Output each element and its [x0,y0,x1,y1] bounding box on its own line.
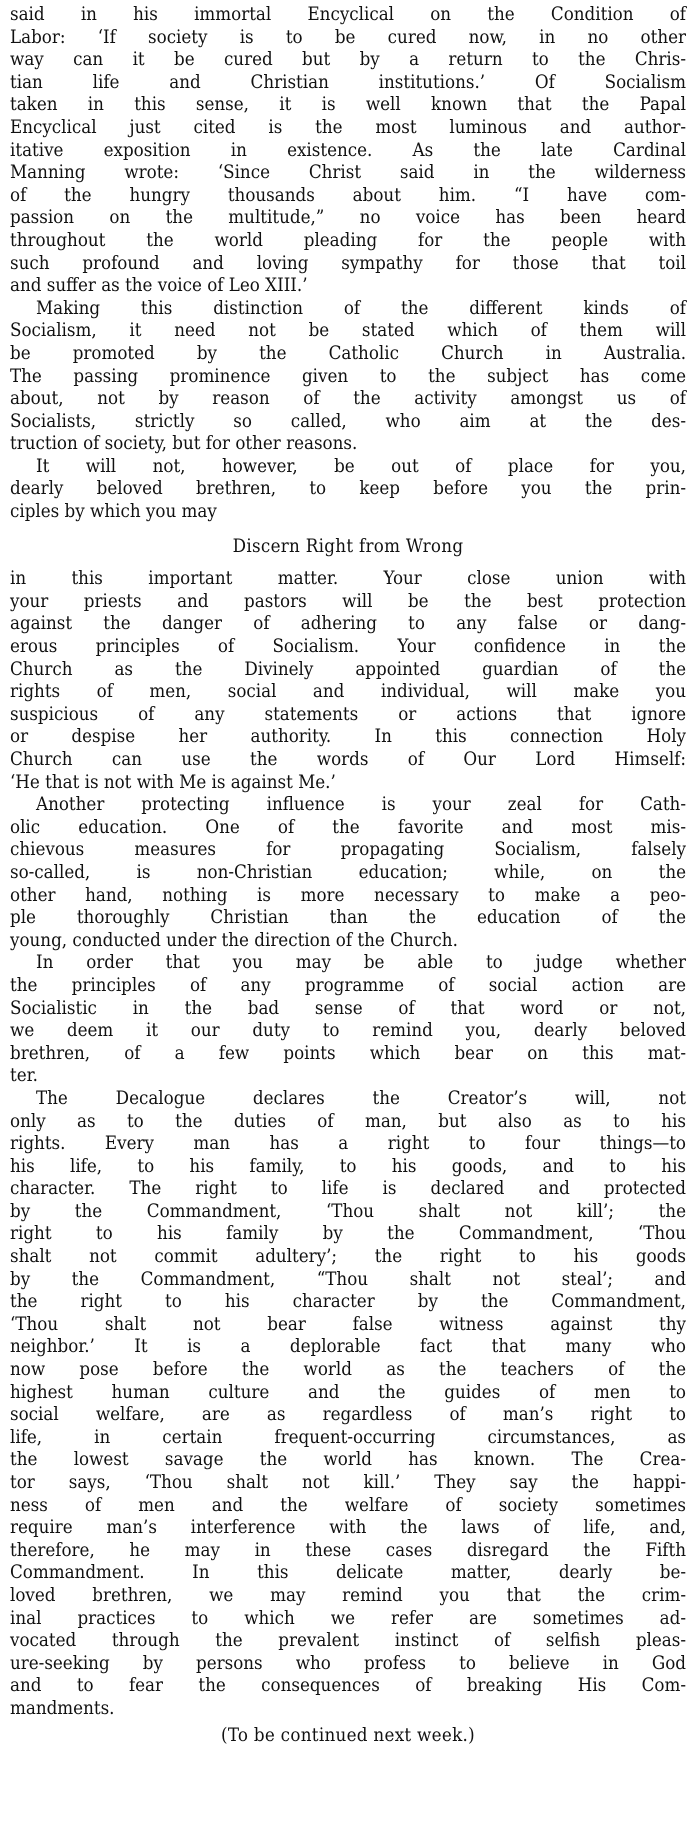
text-line: highest human culture and the guides of men to [10,1381,686,1403]
text-line: and suffer as the voice of Leo XIII.’ [10,275,308,297]
text-line: the principles of any programme of social action are [10,974,686,996]
text-line: erous principles of Socialism. Your confidence in the [10,636,686,658]
text-line: Making this distinction of the different kinds of [36,297,686,319]
text-line: Church as the Divinely appointed guardian of the [10,658,686,680]
text-line: Socialism, it need not be stated which of them will [10,320,686,342]
paragraph-6 [10,952,686,1088]
text-line: your priests and pastors will be the best protection [10,590,686,612]
text-line: itative exposition in existence. As the late Cardinal [10,139,686,161]
text-line: loved brethren, we may remind you that the crim- [10,1584,686,1606]
text-line: taken in this sense, it is well known that the Papal [10,94,686,116]
text-line: other hand, nothing is more necessary to make a peo- [10,884,686,906]
text-line: Socialistic in the bad sense of that word or not, [10,997,686,1019]
text-line: character. The right to life is declared and protected [10,1178,686,1200]
text-line: only as to the duties of man, but also as to his [10,1110,686,1132]
text-line: we deem it our duty to remind you, dearly beloved [10,1020,686,1042]
paragraph-1 [10,4,686,298]
text-line: now pose before the world as the teachers of the [10,1359,686,1381]
text-line: Manning wrote: ‘Since Christ said in the wilderness [10,162,686,184]
text-line: neighbor.’ It is a deplorable fact that many who [10,1336,686,1358]
text-line: ple thoroughly Christian than the education of the [10,907,686,929]
text-line: truction of society, but for other reasons. [10,433,358,455]
text-line: Church can use the words of Our Lord Himself: [10,749,686,770]
paragraph-4 [10,568,686,794]
text-line: way can it be cured but by a return to the Chris- [10,49,686,71]
text-line: shalt not commit adultery’; the right to his goods [10,1246,686,1268]
text-line: ness of men and the welfare of society sometimes [10,1494,686,1516]
text-line: Another protecting influence is your zeal for Cath- [36,794,686,816]
paragraph-2 [10,298,686,456]
text-line: against the danger of adhering to any false or dang- [10,613,686,635]
text-line: ciples by which you may [10,501,217,523]
text-line: or despise her authority. In this connection Holy [10,726,686,748]
text-line: tor says, ‘Thou shalt not kill.’ They say the happi- [10,1472,686,1493]
text-line: ‘He that is not with Me is against Me.’ [10,771,336,793]
text-line: In order that you may be able to judge whether [36,952,686,974]
paragraph-3 [10,456,686,524]
paragraph-5 [10,794,686,952]
text-line: right to his family by the Commandment, ‘Thou [10,1223,686,1245]
text-line: his life, to his family, to his goods, and to his [10,1155,686,1177]
continued-notice: (To be continued next week.) [221,1724,475,1746]
text-line: social welfare, are as regardless of man’s right to [10,1404,686,1426]
text-line: young, conducted under the direction of the Church. [10,929,458,951]
text-line: ter. [10,1065,38,1087]
text-line: and to fear the consequences of breaking His Com- [10,1675,686,1697]
text-line: said in his immortal Encyclical on the Condition of [10,4,686,25]
text-line: rights of men, social and individual, will make you [10,681,686,703]
text-line: the lowest savage the world has known. The Crea- [10,1449,686,1471]
text-line: The Decalogue declares the Creator’s will, not [36,1087,686,1109]
subheading: Discern Right from Wrong [232,535,464,557]
text-line: mandments. [10,1697,115,1719]
text-line: inal practices to which we refer are sometimes ad- [10,1607,686,1629]
text-line: ure-seeking by persons who profess to believe in God [10,1652,686,1674]
text-line: rights. Every man has a right to four things—to [10,1133,686,1155]
text-line: in this important matter. Your close union with [10,568,686,590]
text-line: dearly beloved brethren, to keep before you the prin- [10,478,686,500]
text-line: Socialists, strictly so called, who aim at the des- [10,410,686,432]
text-line: ‘Thou shalt not bear false witness against thy [10,1313,686,1335]
text-line: It will not, however, be out of place for you, [36,455,686,477]
text-line: Commandment. In this delicate matter, dearly be- [10,1562,686,1584]
text-line: life, in certain frequent-occurring circumstances, as [10,1426,686,1448]
text-line: throughout the world pleading for the people with [10,229,686,251]
text-line: so-called, is non-Christian education; while, on the [10,861,686,883]
text-line: require man’s interference with the laws of life, and, [10,1517,686,1539]
text-line: Encyclical just cited is the most luminous and author- [10,116,686,138]
text-line: of the hungry thousands about him. “I have com- [10,184,686,206]
text-line: be promoted by the Catholic Church in Australia. [10,342,686,364]
text-line: tian life and Christian institutions.’ Of Socialism [10,71,686,93]
text-line: by the Commandment, “Thou shalt not steal’; and [10,1268,686,1290]
text-line: such profound and loving sympathy for those that toil [10,252,686,274]
text-line: The passing prominence given to the subject has come [10,365,686,387]
text-line: about, not by reason of the activity amongst us of [10,388,686,410]
text-line: chievous measures for propagating Socialism, falsely [10,839,686,861]
paragraph-7 [10,1088,686,1721]
text-line: Labor: ‘If society is to be cured now, in no other [10,26,686,48]
text-line: the right to his character by the Commandment, [10,1291,686,1313]
text-line: by the Commandment, ‘Thou shalt not kill’; the [10,1200,686,1222]
text-line: vocated through the prevalent instinct of selfish pleas- [10,1630,686,1652]
text-line: therefore, he may in these cases disregard the Fifth [10,1539,686,1561]
text-line: brethren, of a few points which bear on this mat- [10,1042,686,1064]
text-line: passion on the multitude,” no voice has been heard [10,207,686,229]
text-line: suspicious of any statements or actions that ignore [10,703,686,725]
text-line: olic education. One of the favorite and most mis- [10,816,686,838]
